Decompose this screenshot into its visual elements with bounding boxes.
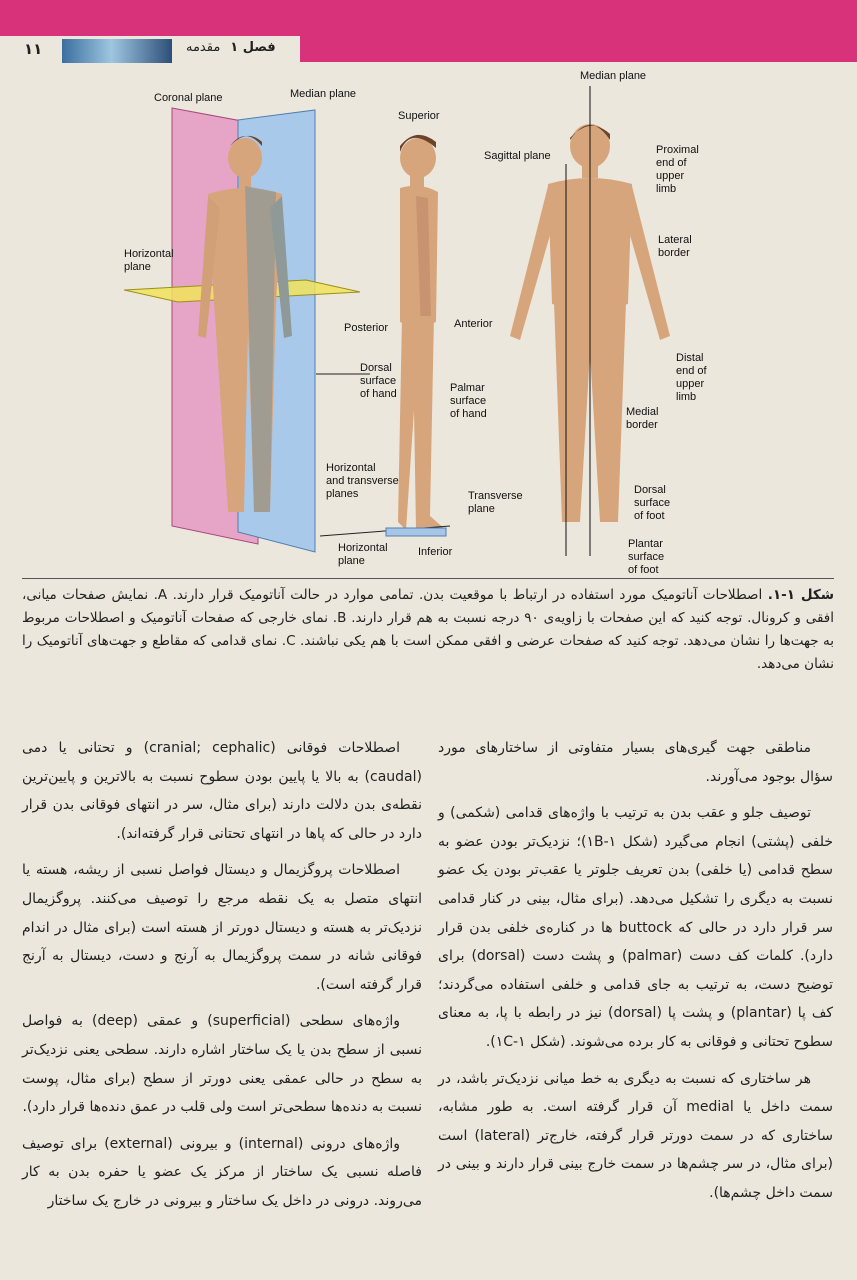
label-sagittal-plane: Sagittal plane [484,150,551,162]
figure-caption [22,584,834,676]
label-horizontal-plane-b: Horizontal plane [338,542,388,567]
label-plantar-foot: Plantar surface of foot [628,538,665,576]
label-lateral-border: Lateral border [658,234,692,259]
page-header [0,36,857,66]
top-color-bar [0,0,857,36]
header-thumbnail-image [62,39,172,63]
label-median-plane-c: Median plane [580,70,647,82]
label-horizontal-transverse: Horizontal and transverse planes [326,462,399,500]
label-distal: Distal end of upper limb [676,352,707,403]
paragraph: واژه‌های سطحی (superficial) و عمقی (deep) به فواصل نسبی از سطح بدن یا یک ساختار اشاره دارند. سطحی یعنی نزدیک‌تر به سطح در حالی عمقی یعنی دورتر از سطح (برای مثال، پوست نسبت به دنده‌ها سطحی‌تر است ولی قلب در عمق دنده‌ها قرار دارد). [22,1013,422,1116]
paragraph: هر ساختاری که نسبت به دیگری به خط میانی نزدیک‌تر باشد، در سمت داخل یا medial آن قرار گرفته است. به طور مشابه، ساختاری که در سمت دورتر قرار گرفته، خارج‌تر (lateral) است (برای مثال، در سر چشم‌ها در سمت خارج بینی قرار دارند و بینی در سمت داخل چشم‌ها). [438,1070,834,1201]
label-palmar-hand: Palmar surface of hand [450,382,487,420]
figure-b-body [398,135,446,530]
label-posterior: Posterior [344,322,389,334]
label-median-plane-a: Median plane [290,88,357,100]
anatomy-figure [110,66,750,576]
label-medial-border: Medial border [626,406,659,431]
caption-text: اصطلاحات آناتومیک مورد استفاده در ارتباط با موقعیت بدن. تمامی موارد در حالت آناتومیک قرار دارند. A. نمایش صفحات میانی، افقی و کرونال. توجه کنید که این صفحات با زاویه‌ی ۹۰ درجه نسبت به هم قرار دارند. B. نمای خارجی که صفحات آناتومیک و اصطلاحات مربوط به جهت‌ها را نشان می‌دهد. توجه کنید که صفحات عرضی و افقی ممکن است با هم یکی نباشند. C. نمای قدامی که مقاطع و جهت‌های آناتومیک را نشان می‌دهد. [22,587,835,672]
label-coronal-plane: Coronal plane [154,92,223,104]
label-proximal: Proximal end of upper limb [656,144,699,195]
paragraph: توصیف جلو و عقب بدن به ترتیب با واژه‌های قدامی (شکمی) و خلفی (پشتی) انجام می‌گیرد (شکل ۱B-۱)؛ نزدیک‌تر بودن عضو به سطح قدامی (یا خلفی) بدن تعریف جلوتر یا عقب‌تر بودن یک عضو نسبت به دیگری را تشکیل می‌دهد. (برای مثال، بینی در کنار قدامی سر قرار دارد در حالی که buttock ها در کناره‌ی خلفی بدن قرار دارد). کلمات کف دست (palmar) و پشت دست (dorsal) برای توضیح دست، به ترتیب به جای قدامی و خلفی استفاده می‌گردند؛ کف پا (plantar) و پشت پا (dorsal) نیز در رابطه با پا، به معنای سطوح تحتانی و فوقانی به کار برده می‌شوند. (شکل ۱C-۱). [438,805,834,1050]
label-dorsal-hand: Dorsal surface of hand [360,362,397,400]
page-number: ۱۱ [24,40,43,58]
label-dorsal-foot: Dorsal surface of foot [634,484,671,522]
section-label: مقدمه [186,40,221,55]
label-inferior: Inferior [418,546,453,558]
chapter-heading [186,40,276,55]
paragraph: اصطلاحات فوقانی (cranial; cephalic) و تحتانی یا دمی (caudal) به بالا یا پایین بودن سطوح نسبت به بالاترین و پایین‌ترین نقطه‌ی بدن دلالت دارند (برای مثال، سر در انتهای فوقانی بدن قرار دارد در حالی که پاها در انتهای تحتانی قرار گرفته‌اند). [22,740,422,842]
text-column-right [438,734,833,1216]
text-column-left [22,734,422,1224]
paragraph: واژه‌های درونی (internal) و بیرونی (external) برای توصیف فاصله نسبی یک ساختار از مرکز یک عضو یا حفره بدن به کار می‌روند. درونی در داخل یک ساختار و بیرونی در خارج یک ساختار [22,1135,422,1209]
caption-lead: شکل ۱-۱. [767,587,834,603]
chapter-label: فصل ۱ [230,40,276,55]
caption-rule [22,578,834,579]
label-superior: Superior [398,110,440,122]
header-band [300,36,857,62]
label-anterior: Anterior [454,318,493,330]
paragraph: اصطلاحات پروگزیمال و دیستال فواصل نسبی از ریشه، هسته یا انتهای متصل به یک نقطه مرجع را توصیف می‌کنند. پروگزیمال نزدیک‌تر به هسته و دیستال دورتر از هسته است (برای مثال در اندام فوقانی شانه در سمت پروگزیمال به آرنج و دست، دیستال به آرنج قرار گرفته است). [22,862,422,993]
label-horizontal-plane-a: Horizontal plane [124,248,174,273]
paragraph: مناطقی جهت گیری‌های بسیار متفاوتی از ساختارهای مورد سؤال بوجود می‌آورند. [438,740,833,785]
label-transverse-plane: Transverse plane [468,490,523,515]
